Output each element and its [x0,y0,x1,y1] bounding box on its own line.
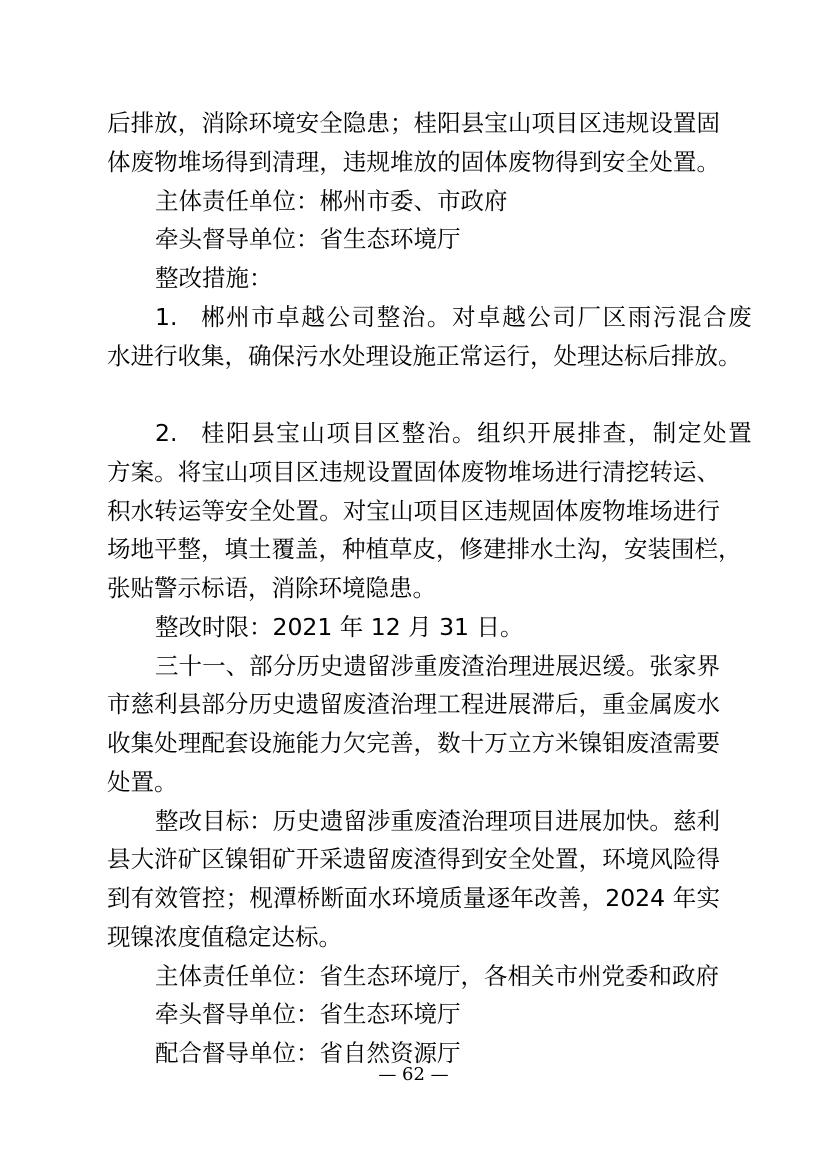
list-item-1 [107,298,754,337]
text-line: 郴州市卓越公司整治。对卓越公司厂区雨污混合废 [201,302,754,331]
rectification-goal: 整改目标：历史遗留涉重废渣治理项目进展加快。慈利 [155,806,720,835]
text-line: 收集处理配套设施能力欠完善，数十万立方米镍钼废渣需要 [107,729,720,757]
measures-heading: 整改措施： [155,264,273,292]
responsible-unit: 主体责任单位：郴州市委、市政府 [155,186,508,215]
cooperating-unit: 配合督导单位：省自然资源厅 [155,1039,461,1067]
supervising-unit: 牵头督导单位：省生态环境厅 [155,1000,461,1029]
text-line: 现镍浓度值稳定达标。 [107,922,342,951]
supervising-unit: 牵头督导单位：省生态环境厅 [155,225,461,254]
text-line: 到有效管控；枧潭桥断面水环境质量逐年改善，2024 年实 [107,884,720,912]
list-number: 2. [155,419,178,447]
text-line: 张贴警示标语，消除环境隐患。 [107,574,436,602]
text-line: 场地平整，填土覆盖，种植草皮，修建排水土沟，安装围栏， [107,535,742,564]
text-line: 水进行收集，确保污水处理设施正常运行，处理达标后排放。 [107,341,742,370]
blank-line [107,375,737,414]
text-line: 体废物堆场得到清理，违规堆放的固体废物得到安全处置。 [107,147,720,176]
deadline: 整改时限：2021 年 12 月 31 日。 [155,612,524,641]
text-line: 积水转运等安全处置。对宝山项目区违规固体废物堆场进行 [107,496,720,525]
list-item-2 [107,414,754,453]
responsible-unit: 主体责任单位：省生态环境厅，各相关市州党委和政府 [155,961,719,990]
list-number: 1. [155,302,178,331]
text-line: 处置。 [107,767,178,796]
document-body [107,104,754,1073]
section-heading: 三十一、部分历史遗留涉重废渣治理进展迟缓。张家界 [155,651,720,680]
page-number: — 62 — [378,1064,449,1085]
text-line: 县大浒矿区镍钼矿开采遗留废渣得到安全处置，环境风险得 [107,845,720,874]
text-line: 桂阳县宝山项目区整治。组织开展排查，制定处置 [201,419,754,447]
text-line: 后排放，消除环境安全隐患；桂阳县宝山项目区违规设置固 [107,109,720,137]
text-line: 市慈利县部分历史遗留废渣治理工程进展滞后，重金属废水 [107,690,720,719]
text-line: 方案。将宝山项目区违规设置固体废物堆场进行清挖转运、 [107,457,720,486]
